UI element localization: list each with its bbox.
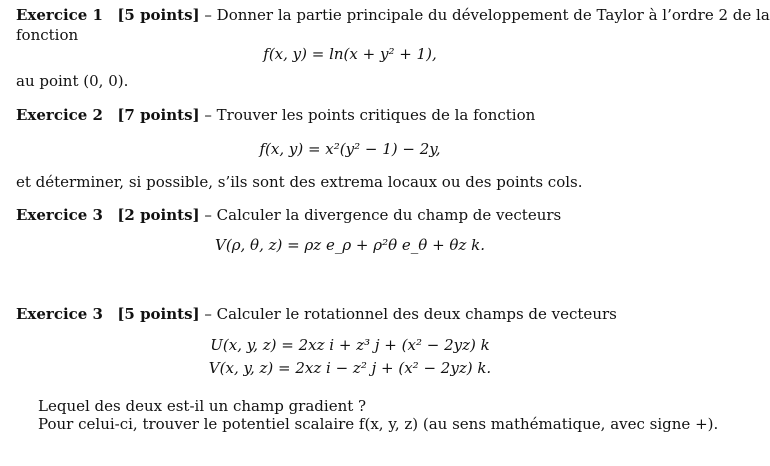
exercise-3a-header: [16, 206, 684, 225]
exercise-3b-question-1: Lequel des deux est-il un champ gradient ?: [38, 397, 367, 415]
exercise-2-formula: [0, 140, 700, 159]
exercise-2-header: [16, 106, 684, 125]
exercise-1-text: – Donner la partie principale du développement de Taylor à l’ordre 2 de la: [199, 6, 770, 24]
exercise-3a-formula-text: V(ρ, θ, z) = ρz e_ρ + ρ²θ e_θ + θz k.: [215, 236, 485, 254]
exercise-3b-formula-v-text: V(x, y, z) = 2xz i − z² j + (x² − 2yz) k.: [208, 359, 492, 377]
exercise-3a-title: Exercice 3: [16, 206, 103, 224]
exercise-2-text: – Trouver les points critiques de la fonction: [199, 106, 536, 124]
exercise-3b-question-2: Pour celui-ci, trouver le potentiel scalaire f(x, y, z) (au sens mathématique, avec signe +).: [38, 415, 719, 433]
exercise-1-point: au point (0, 0).: [16, 72, 129, 90]
exercise-3a-formula: [0, 236, 700, 255]
exercise-3b-formula-v: [0, 359, 700, 378]
exercise-3b-text: – Calculer le rotationnel des deux champs de vecteurs: [199, 305, 617, 323]
exercise-1-points: [5 points]: [117, 6, 200, 24]
exercise-1-text-continued: fonction: [16, 26, 79, 44]
exercise-3b-formula-u-text: U(x, y, z) = 2xz i + z³ j + (x² − 2yz) k: [210, 336, 490, 354]
exercise-3a-points: [2 points]: [117, 206, 200, 224]
exercise-1-title: Exercice 1: [16, 6, 103, 24]
exercise-2-points: [7 points]: [117, 106, 200, 124]
exercise-2-formula-text: f(x, y) = x²(y² − 1) − 2y,: [259, 140, 441, 158]
exercise-3b-title: Exercice 3: [16, 305, 103, 323]
exercise-3b-points: [5 points]: [117, 305, 200, 323]
exercise-1-formula: [0, 45, 700, 64]
exercise-3b-formula-u: [0, 336, 700, 355]
exercise-2-title: Exercice 2: [16, 106, 103, 124]
exercise-3b-header: [16, 305, 684, 324]
exercise-1-formula-text: f(x, y) = ln(x + y² + 1),: [263, 45, 437, 63]
exercise-1-header: [16, 6, 770, 25]
exercise-2-question: et déterminer, si possible, s’ils sont des extrema locaux ou des points cols.: [16, 173, 583, 191]
exercise-3a-text: – Calculer la divergence du champ de vecteurs: [199, 206, 562, 224]
